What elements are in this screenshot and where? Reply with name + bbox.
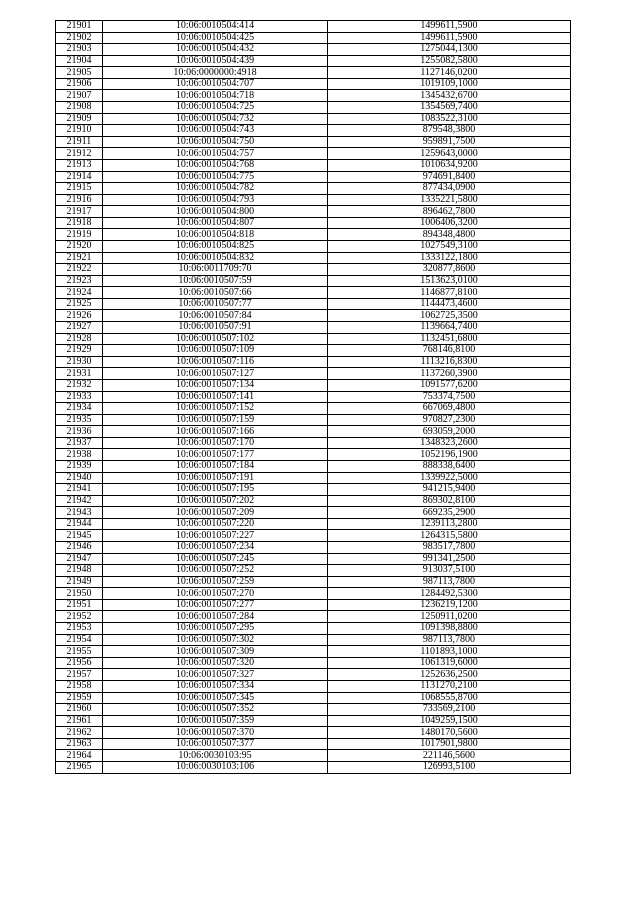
table-row bbox=[56, 345, 571, 357]
cadastral-number-cell: 10:06:0010507:252 bbox=[103, 565, 328, 577]
cadastral-number-cell: 10:06:0010507:227 bbox=[103, 530, 328, 542]
row-number-cell: 21947 bbox=[56, 553, 103, 565]
table-row bbox=[56, 680, 571, 692]
cadastral-value-cell: 768146,8100 bbox=[328, 345, 571, 357]
cadastral-value-cell: 320877,8600 bbox=[328, 264, 571, 276]
cadastral-number-cell: 10:06:0010507:152 bbox=[103, 403, 328, 415]
table-row bbox=[56, 460, 571, 472]
row-number-cell: 21939 bbox=[56, 460, 103, 472]
row-number-cell: 21943 bbox=[56, 507, 103, 519]
cadastral-number-cell: 10:06:0010507:295 bbox=[103, 623, 328, 635]
table-row bbox=[56, 576, 571, 588]
table-row bbox=[56, 240, 571, 252]
table-row bbox=[56, 403, 571, 415]
table-row bbox=[56, 391, 571, 403]
cadastral-number-cell: 10:06:0010507:377 bbox=[103, 738, 328, 750]
cadastral-value-cell: 1091398,8800 bbox=[328, 623, 571, 635]
cadastral-number-cell: 10:06:0010507:209 bbox=[103, 507, 328, 519]
cadastral-value-cell: 1101893,1000 bbox=[328, 646, 571, 658]
row-number-cell: 21945 bbox=[56, 530, 103, 542]
row-number-cell: 21934 bbox=[56, 403, 103, 415]
table-row bbox=[56, 495, 571, 507]
row-number-cell: 21905 bbox=[56, 67, 103, 79]
row-number-cell: 21940 bbox=[56, 472, 103, 484]
cadastral-number-cell: 10:06:0010507:327 bbox=[103, 669, 328, 681]
table-row bbox=[56, 55, 571, 67]
table-row bbox=[56, 171, 571, 183]
row-number-cell: 21918 bbox=[56, 217, 103, 229]
cadastral-value-cell: 1052196,1900 bbox=[328, 449, 571, 461]
table-row bbox=[56, 553, 571, 565]
row-number-cell: 21904 bbox=[56, 55, 103, 67]
table-row bbox=[56, 426, 571, 438]
row-number-cell: 21915 bbox=[56, 183, 103, 195]
cadastral-value-cell: 1062725,3500 bbox=[328, 310, 571, 322]
row-number-cell: 21952 bbox=[56, 611, 103, 623]
row-number-cell: 21926 bbox=[56, 310, 103, 322]
table-row bbox=[56, 738, 571, 750]
cadastral-number-cell: 10:06:0010504:414 bbox=[103, 21, 328, 33]
table-row bbox=[56, 183, 571, 195]
table-row bbox=[56, 623, 571, 635]
table-row bbox=[56, 90, 571, 102]
table-row bbox=[56, 692, 571, 704]
cadastral-value-cell: 1091577,6200 bbox=[328, 379, 571, 391]
cadastral-number-cell: 10:06:0010507:177 bbox=[103, 449, 328, 461]
table-row bbox=[56, 414, 571, 426]
row-number-cell: 21951 bbox=[56, 599, 103, 611]
row-number-cell: 21909 bbox=[56, 113, 103, 125]
cadastral-value-cell: 221146,5600 bbox=[328, 750, 571, 762]
cadastral-value-cell: 1027549,3100 bbox=[328, 240, 571, 252]
row-number-cell: 21946 bbox=[56, 542, 103, 554]
cadastral-number-cell: 10:06:0010504:725 bbox=[103, 102, 328, 114]
cadastral-number-cell: 10:06:0010507:370 bbox=[103, 727, 328, 739]
table-row bbox=[56, 44, 571, 56]
cadastral-value-cell: 987113,7800 bbox=[328, 576, 571, 588]
table-row bbox=[56, 78, 571, 90]
cadastral-number-cell: 10:06:0010504:732 bbox=[103, 113, 328, 125]
table-row bbox=[56, 472, 571, 484]
cadastral-value-cell: 1019109,1000 bbox=[328, 78, 571, 90]
row-number-cell: 21953 bbox=[56, 623, 103, 635]
table-row bbox=[56, 125, 571, 137]
table-row bbox=[56, 750, 571, 762]
cadastral-value-cell: 941215,9400 bbox=[328, 484, 571, 496]
row-number-cell: 21919 bbox=[56, 229, 103, 241]
cadastral-value-cell: 1275044,1300 bbox=[328, 44, 571, 56]
cadastral-value-cell: 877434,0900 bbox=[328, 183, 571, 195]
table-row bbox=[56, 484, 571, 496]
cadastral-value-cell: 1499611,5900 bbox=[328, 32, 571, 44]
cadastral-value-cell: 733569,2100 bbox=[328, 704, 571, 716]
row-number-cell: 21911 bbox=[56, 136, 103, 148]
table-row bbox=[56, 136, 571, 148]
table-row bbox=[56, 21, 571, 33]
cadastral-value-cell: 959891,7500 bbox=[328, 136, 571, 148]
table-row bbox=[56, 530, 571, 542]
cadastral-value-cell: 879548,3800 bbox=[328, 125, 571, 137]
table-body bbox=[56, 21, 571, 774]
cadastral-value-cell: 1144473,4600 bbox=[328, 298, 571, 310]
cadastral-value-cell: 1252636,2500 bbox=[328, 669, 571, 681]
row-number-cell: 21941 bbox=[56, 484, 103, 496]
cadastral-number-cell: 10:06:0030103:106 bbox=[103, 762, 328, 774]
cadastral-number-cell: 10:06:0010504:439 bbox=[103, 55, 328, 67]
row-number-cell: 21931 bbox=[56, 368, 103, 380]
cadastral-value-cell: 987113,7800 bbox=[328, 634, 571, 646]
cadastral-number-cell: 10:06:0010507:66 bbox=[103, 287, 328, 299]
table-row bbox=[56, 704, 571, 716]
row-number-cell: 21922 bbox=[56, 264, 103, 276]
table-row bbox=[56, 194, 571, 206]
cadastral-number-cell: 10:06:0000000:4918 bbox=[103, 67, 328, 79]
cadastral-value-cell: 753374,7500 bbox=[328, 391, 571, 403]
row-number-cell: 21935 bbox=[56, 414, 103, 426]
table-row bbox=[56, 333, 571, 345]
table-row bbox=[56, 252, 571, 264]
cadastral-value-cell: 126993,5100 bbox=[328, 762, 571, 774]
cadastral-value-cell: 1068555,8700 bbox=[328, 692, 571, 704]
cadastral-value-cell: 1146877,8100 bbox=[328, 287, 571, 299]
cadastral-number-cell: 10:06:0010507:191 bbox=[103, 472, 328, 484]
table-row bbox=[56, 148, 571, 160]
row-number-cell: 21938 bbox=[56, 449, 103, 461]
cadastral-value-cell: 1513623,0100 bbox=[328, 275, 571, 287]
row-number-cell: 21961 bbox=[56, 715, 103, 727]
cadastral-number-cell: 10:06:0010507:195 bbox=[103, 484, 328, 496]
cadastral-number-cell: 10:06:0010507:352 bbox=[103, 704, 328, 716]
cadastral-number-cell: 10:06:0010507:359 bbox=[103, 715, 328, 727]
row-number-cell: 21929 bbox=[56, 345, 103, 357]
cadastral-value-cell: 913037,5100 bbox=[328, 565, 571, 577]
table-row bbox=[56, 599, 571, 611]
row-number-cell: 21962 bbox=[56, 727, 103, 739]
cadastral-value-cell: 1345432,6700 bbox=[328, 90, 571, 102]
cadastral-number-cell: 10:06:0010504:825 bbox=[103, 240, 328, 252]
table-row bbox=[56, 32, 571, 44]
cadastral-number-cell: 10:06:0010507:170 bbox=[103, 437, 328, 449]
cadastral-number-cell: 10:06:0010507:127 bbox=[103, 368, 328, 380]
cadastral-value-cell: 1113216,8300 bbox=[328, 356, 571, 368]
table-row bbox=[56, 727, 571, 739]
row-number-cell: 21928 bbox=[56, 333, 103, 345]
cadastral-number-cell: 10:06:0010507:91 bbox=[103, 322, 328, 334]
cadastral-value-cell: 693059,2000 bbox=[328, 426, 571, 438]
table-row bbox=[56, 264, 571, 276]
cadastral-value-cell: 1083522,3100 bbox=[328, 113, 571, 125]
row-number-cell: 21913 bbox=[56, 159, 103, 171]
row-number-cell: 21924 bbox=[56, 287, 103, 299]
cadastral-value-cell: 1010634,9200 bbox=[328, 159, 571, 171]
cadastral-number-cell: 10:06:0010507:102 bbox=[103, 333, 328, 345]
cadastral-number-cell: 10:06:0010507:277 bbox=[103, 599, 328, 611]
row-number-cell: 21907 bbox=[56, 90, 103, 102]
table-row bbox=[56, 229, 571, 241]
cadastral-number-cell: 10:06:0010504:757 bbox=[103, 148, 328, 160]
cadastral-number-cell: 10:06:0010507:134 bbox=[103, 379, 328, 391]
row-number-cell: 21963 bbox=[56, 738, 103, 750]
table-row bbox=[56, 518, 571, 530]
table-row bbox=[56, 657, 571, 669]
row-number-cell: 21950 bbox=[56, 588, 103, 600]
cadastral-number-cell: 10:06:0010507:334 bbox=[103, 680, 328, 692]
cadastral-value-cell: 1006406,3200 bbox=[328, 217, 571, 229]
row-number-cell: 21923 bbox=[56, 275, 103, 287]
row-number-cell: 21921 bbox=[56, 252, 103, 264]
row-number-cell: 21937 bbox=[56, 437, 103, 449]
cadastral-number-cell: 10:06:0010504:793 bbox=[103, 194, 328, 206]
cadastral-number-cell: 10:06:0010507:302 bbox=[103, 634, 328, 646]
row-number-cell: 21906 bbox=[56, 78, 103, 90]
cadastral-number-cell: 10:06:0010504:807 bbox=[103, 217, 328, 229]
cadastral-value-cell: 983517,7800 bbox=[328, 542, 571, 554]
cadastral-value-cell: 1139664,7400 bbox=[328, 322, 571, 334]
table-row bbox=[56, 206, 571, 218]
table-row bbox=[56, 565, 571, 577]
cadastral-value-cell: 1049259,1500 bbox=[328, 715, 571, 727]
row-number-cell: 21925 bbox=[56, 298, 103, 310]
cadastral-number-cell: 10:06:0010504:707 bbox=[103, 78, 328, 90]
row-number-cell: 21936 bbox=[56, 426, 103, 438]
cadastral-number-cell: 10:06:0010504:818 bbox=[103, 229, 328, 241]
row-number-cell: 21949 bbox=[56, 576, 103, 588]
row-number-cell: 21959 bbox=[56, 692, 103, 704]
table-row bbox=[56, 113, 571, 125]
cadastral-number-cell: 10:06:0010504:425 bbox=[103, 32, 328, 44]
table-row bbox=[56, 542, 571, 554]
row-number-cell: 21912 bbox=[56, 148, 103, 160]
table-row bbox=[56, 356, 571, 368]
table-row bbox=[56, 322, 571, 334]
table-row bbox=[56, 287, 571, 299]
cadastral-number-cell: 10:06:0010504:832 bbox=[103, 252, 328, 264]
row-number-cell: 21930 bbox=[56, 356, 103, 368]
table-row bbox=[56, 379, 571, 391]
table-row bbox=[56, 298, 571, 310]
cadastral-value-cell: 970827,2300 bbox=[328, 414, 571, 426]
cadastral-value-cell: 1348323,2600 bbox=[328, 437, 571, 449]
cadastral-value-cell: 888338,6400 bbox=[328, 460, 571, 472]
row-number-cell: 21920 bbox=[56, 240, 103, 252]
row-number-cell: 21914 bbox=[56, 171, 103, 183]
cadastral-number-cell: 10:06:0010507:84 bbox=[103, 310, 328, 322]
cadastral-value-cell: 1239113,2800 bbox=[328, 518, 571, 530]
row-number-cell: 21942 bbox=[56, 495, 103, 507]
row-number-cell: 21955 bbox=[56, 646, 103, 658]
cadastral-value-cell: 1236219,1200 bbox=[328, 599, 571, 611]
cadastral-number-cell: 10:06:0010504:775 bbox=[103, 171, 328, 183]
row-number-cell: 21933 bbox=[56, 391, 103, 403]
row-number-cell: 21902 bbox=[56, 32, 103, 44]
table-row bbox=[56, 368, 571, 380]
cadastral-value-cell: 1339922,5000 bbox=[328, 472, 571, 484]
cadastral-number-cell: 10:06:0010507:234 bbox=[103, 542, 328, 554]
cadastral-value-cell: 1284492,5300 bbox=[328, 588, 571, 600]
cadastral-value-cell: 1017901,9800 bbox=[328, 738, 571, 750]
row-number-cell: 21917 bbox=[56, 206, 103, 218]
cadastral-number-cell: 10:06:0010504:750 bbox=[103, 136, 328, 148]
cadastral-value-table bbox=[55, 20, 571, 774]
cadastral-number-cell: 10:06:0010507:220 bbox=[103, 518, 328, 530]
cadastral-value-cell: 1354569,7400 bbox=[328, 102, 571, 114]
row-number-cell: 21954 bbox=[56, 634, 103, 646]
cadastral-number-cell: 10:06:0010507:270 bbox=[103, 588, 328, 600]
cadastral-value-cell: 669235,2900 bbox=[328, 507, 571, 519]
cadastral-number-cell: 10:06:0010504:432 bbox=[103, 44, 328, 56]
cadastral-value-cell: 1335221,5800 bbox=[328, 194, 571, 206]
cadastral-value-cell: 1250911,0200 bbox=[328, 611, 571, 623]
row-number-cell: 21908 bbox=[56, 102, 103, 114]
table-row bbox=[56, 449, 571, 461]
table-row bbox=[56, 762, 571, 774]
cadastral-number-cell: 10:06:0010507:116 bbox=[103, 356, 328, 368]
cadastral-value-cell: 894348,4800 bbox=[328, 229, 571, 241]
table-row bbox=[56, 102, 571, 114]
table-row bbox=[56, 669, 571, 681]
cadastral-value-cell: 974691,8400 bbox=[328, 171, 571, 183]
cadastral-value-cell: 896462,7800 bbox=[328, 206, 571, 218]
cadastral-number-cell: 10:06:0010507:245 bbox=[103, 553, 328, 565]
cadastral-number-cell: 10:06:0010504:743 bbox=[103, 125, 328, 137]
cadastral-number-cell: 10:06:0010504:782 bbox=[103, 183, 328, 195]
row-number-cell: 21901 bbox=[56, 21, 103, 33]
row-number-cell: 21932 bbox=[56, 379, 103, 391]
cadastral-value-cell: 1132451,6800 bbox=[328, 333, 571, 345]
row-number-cell: 21944 bbox=[56, 518, 103, 530]
cadastral-number-cell: 10:06:0010504:768 bbox=[103, 159, 328, 171]
row-number-cell: 21903 bbox=[56, 44, 103, 56]
cadastral-number-cell: 10:06:0010507:109 bbox=[103, 345, 328, 357]
cadastral-value-cell: 1137260,3900 bbox=[328, 368, 571, 380]
row-number-cell: 21956 bbox=[56, 657, 103, 669]
cadastral-number-cell: 10:06:0010507:166 bbox=[103, 426, 328, 438]
table-row bbox=[56, 611, 571, 623]
table-row bbox=[56, 634, 571, 646]
cadastral-number-cell: 10:06:0010504:718 bbox=[103, 90, 328, 102]
cadastral-number-cell: 10:06:0010507:159 bbox=[103, 414, 328, 426]
cadastral-number-cell: 10:06:0010507:141 bbox=[103, 391, 328, 403]
row-number-cell: 21960 bbox=[56, 704, 103, 716]
row-number-cell: 21910 bbox=[56, 125, 103, 137]
cadastral-value-cell: 667069,4800 bbox=[328, 403, 571, 415]
cadastral-value-cell: 1061319,6000 bbox=[328, 657, 571, 669]
row-number-cell: 21958 bbox=[56, 680, 103, 692]
row-number-cell: 21964 bbox=[56, 750, 103, 762]
cadastral-number-cell: 10:06:0010504:800 bbox=[103, 206, 328, 218]
row-number-cell: 21927 bbox=[56, 322, 103, 334]
cadastral-number-cell: 10:06:0010507:184 bbox=[103, 460, 328, 472]
row-number-cell: 21916 bbox=[56, 194, 103, 206]
cadastral-value-cell: 1131270,2100 bbox=[328, 680, 571, 692]
cadastral-value-cell: 1255082,5800 bbox=[328, 55, 571, 67]
row-number-cell: 21957 bbox=[56, 669, 103, 681]
cadastral-number-cell: 10:06:0010507:309 bbox=[103, 646, 328, 658]
cadastral-number-cell: 10:06:0010507:59 bbox=[103, 275, 328, 287]
table-row bbox=[56, 310, 571, 322]
cadastral-number-cell: 10:06:0010507:202 bbox=[103, 495, 328, 507]
cadastral-value-cell: 1259643,0000 bbox=[328, 148, 571, 160]
table-row bbox=[56, 275, 571, 287]
table-row bbox=[56, 715, 571, 727]
cadastral-number-cell: 10:06:0010507:345 bbox=[103, 692, 328, 704]
cadastral-number-cell: 10:06:0010507:284 bbox=[103, 611, 328, 623]
table-row bbox=[56, 217, 571, 229]
row-number-cell: 21948 bbox=[56, 565, 103, 577]
cadastral-value-cell: 991341,2500 bbox=[328, 553, 571, 565]
cadastral-value-cell: 1333122,1800 bbox=[328, 252, 571, 264]
cadastral-value-cell: 1499611,5900 bbox=[328, 21, 571, 33]
table-row bbox=[56, 67, 571, 79]
cadastral-number-cell: 10:06:0030103:95 bbox=[103, 750, 328, 762]
cadastral-number-cell: 10:06:0011709:70 bbox=[103, 264, 328, 276]
cadastral-value-cell: 1480170,5600 bbox=[328, 727, 571, 739]
cadastral-number-cell: 10:06:0010507:77 bbox=[103, 298, 328, 310]
cadastral-value-cell: 1127146,0200 bbox=[328, 67, 571, 79]
cadastral-value-cell: 869302,8100 bbox=[328, 495, 571, 507]
table-row bbox=[56, 507, 571, 519]
cadastral-number-cell: 10:06:0010507:320 bbox=[103, 657, 328, 669]
table-row bbox=[56, 159, 571, 171]
table-row bbox=[56, 588, 571, 600]
cadastral-value-cell: 1264315,5800 bbox=[328, 530, 571, 542]
cadastral-number-cell: 10:06:0010507:259 bbox=[103, 576, 328, 588]
table-row bbox=[56, 437, 571, 449]
row-number-cell: 21965 bbox=[56, 762, 103, 774]
table-row bbox=[56, 646, 571, 658]
